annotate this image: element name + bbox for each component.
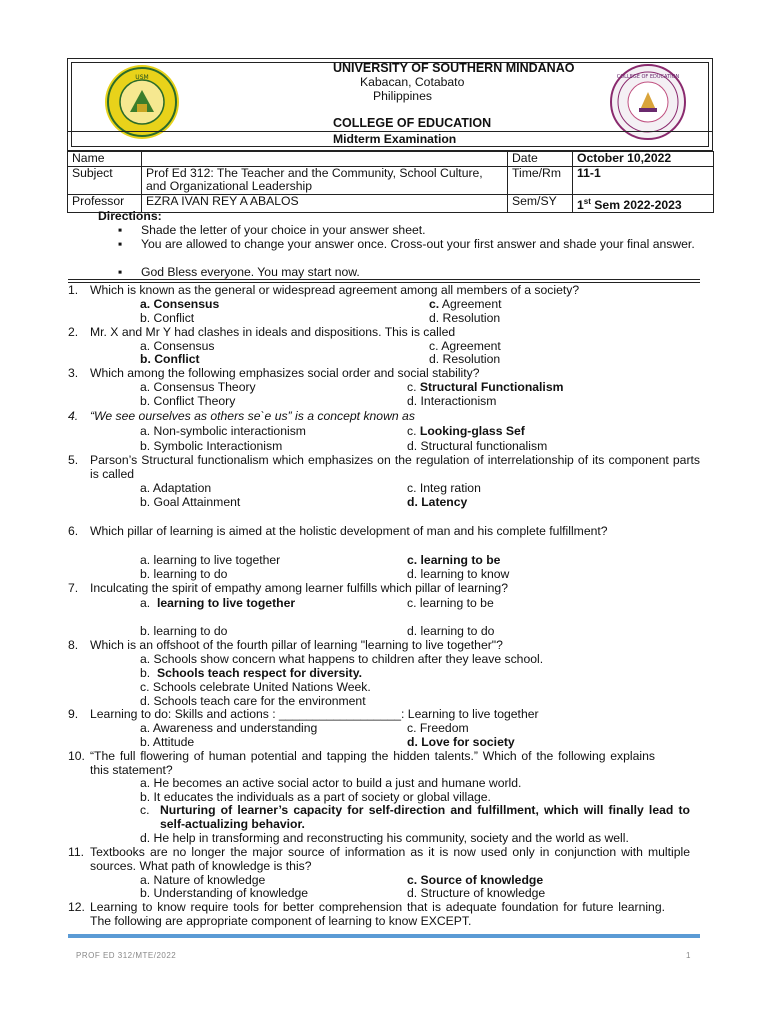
directions-title: Directions:	[98, 209, 162, 223]
choice-a[interactable]: a. Consensus	[140, 339, 215, 353]
svg-text:COLLEGE OF EDUCATION: COLLEGE OF EDUCATION	[616, 74, 680, 80]
choice-a[interactable]: a. Nature of knowledge	[140, 873, 266, 887]
question-number: 12.	[68, 900, 85, 914]
choice-c[interactable]: c. learning to be	[407, 553, 501, 567]
choice-d[interactable]: d. learning to know	[407, 567, 510, 581]
semsy-label: Sem/SY	[508, 195, 573, 213]
choice-d[interactable]: d. Love for society	[407, 735, 515, 749]
question-text: Which is known as the general or widespread agreement among all members of a society?	[90, 283, 580, 297]
semsy-value: 1st Sem 2022-2023	[573, 195, 714, 213]
university-seal-icon	[104, 64, 180, 140]
choice-b[interactable]: b. It educates the individuals as a part of society or global village.	[140, 790, 491, 804]
professor-value: EZRA IVAN REY A ABALOS	[142, 195, 508, 213]
question-text: Which among the following emphasizes social order and social stability?	[90, 366, 480, 380]
choice-a[interactable]: a. learning to live together	[140, 553, 281, 567]
question-text: Parson’s Structural functionalism which emphasizes on the regulation of interrelationship of its component parts is called	[90, 453, 700, 481]
choice-b[interactable]: b. learning to do	[140, 567, 228, 581]
bullet-icon: ▪	[118, 237, 123, 251]
subject-value: Prof Ed 312: The Teacher and the Community, School Culture, and Organizational Leadership	[142, 167, 508, 195]
choice-c[interactable]: c. learning to be	[407, 596, 494, 610]
choice-d[interactable]: d. learning to do	[407, 624, 495, 638]
question-number: 7.	[68, 581, 79, 595]
question-number: 5.	[68, 453, 79, 467]
svg-text:USM: USM	[135, 74, 149, 81]
question-number: 10.	[68, 749, 85, 763]
date-value: October 10,2022	[573, 152, 714, 167]
choice-d[interactable]: d. He help in transforming and reconstructing his community, society and the world as well.	[140, 831, 629, 845]
college-seal-icon	[610, 64, 686, 140]
choice-b[interactable]: b. learning to do	[140, 624, 228, 638]
choice-d[interactable]: d. Latency	[407, 495, 468, 509]
choice-c[interactable]: c. Freedom	[407, 721, 469, 735]
date-label: Date	[508, 152, 573, 167]
university-city: Kabacan, Cotabato	[360, 75, 465, 89]
choice-a[interactable]: a. Awareness and understanding	[140, 721, 318, 735]
choice-c[interactable]: c. Source of knowledge	[407, 873, 544, 887]
question-number: 4.	[68, 409, 79, 423]
choice-a[interactable]: a. Schools show concern what happens to children after they leave school.	[140, 652, 544, 666]
professor-label: Professor	[68, 195, 142, 213]
university-country: Philippines	[373, 89, 432, 103]
choice-d[interactable]: d. Interactionism	[407, 394, 497, 408]
question-number: 3.	[68, 366, 79, 380]
choice-d[interactable]: d. Resolution	[429, 311, 501, 325]
question-number: 6.	[68, 524, 79, 538]
question-text: “We see ourselves as others se`e us” is a concept known as	[90, 409, 415, 423]
question-text: “The full flowering of human potential and tapping the hidden talents.” Which of the following explains this statement?	[90, 749, 655, 777]
question-number: 1.	[68, 283, 79, 297]
choice-c[interactable]: c. Agreement	[429, 339, 501, 353]
question-text: Which pillar of learning is aimed at the holistic development of man and his complete fulfillment?	[90, 524, 608, 538]
choice-b[interactable]: b. Goal Attainment	[140, 495, 241, 509]
timerm-label: Time/Rm	[508, 167, 573, 195]
name-field[interactable]	[142, 152, 508, 167]
choice-d[interactable]: d. Schools teach care for the environment	[140, 694, 366, 708]
direction-item: God Bless everyone. You may start now.	[141, 265, 360, 279]
choice-d[interactable]: d. Structure of knowledge	[407, 886, 546, 900]
college-name: COLLEGE OF EDUCATION	[333, 116, 492, 130]
choice-a[interactable]: a. learning to live together	[140, 596, 296, 610]
choice-a[interactable]: a. Consensus Theory	[140, 380, 256, 394]
bullet-icon: ▪	[118, 265, 123, 279]
question-text: Learning to do: Skills and actions : __________________: Learning to live together	[90, 707, 539, 721]
choice-a[interactable]: a. Adaptation	[140, 481, 212, 495]
subject-label: Subject	[68, 167, 142, 195]
choice-b[interactable]: b. Conflict	[140, 311, 195, 325]
bullet-icon: ▪	[118, 223, 123, 237]
question-text: Inculcating the spirit of empathy among learner fulfills which pillar of learning?	[90, 581, 508, 595]
choice-b[interactable]: b. Conflict Theory	[140, 394, 236, 408]
choice-b[interactable]: b. Attitude	[140, 735, 195, 749]
divider-line	[68, 279, 700, 280]
question-text: Textbooks are no longer the major source of information as it is now used only in conjunction with multiple sources. What path of knowledge is this?	[90, 845, 690, 873]
exam-info-table	[67, 151, 714, 213]
footer-accent-bar	[68, 934, 700, 938]
choice-a[interactable]: a. Non-symbolic interactionism	[140, 424, 306, 438]
choice-c[interactable]: c. Agreement	[429, 297, 502, 311]
direction-item: You are allowed to change your answer once. Cross-out your first answer and shade your final answer.	[141, 237, 695, 251]
choice-b[interactable]: b. Conflict	[140, 352, 200, 366]
choice-b[interactable]: b. Understanding of knowledge	[140, 886, 309, 900]
question-text: Mr. X and Mr Y had clashes in ideals and dispositions. This is called	[90, 325, 456, 339]
question-number: 9.	[68, 707, 79, 721]
question-number: 2.	[68, 325, 79, 339]
choice-d[interactable]: d. Resolution	[429, 352, 501, 366]
timerm-value: 11-1	[573, 167, 714, 195]
choice-c[interactable]: Nurturing of learner’s capacity for self-direction and fulfillment, which will finally lead to self-actualizing behavior.	[160, 803, 690, 831]
choice-b[interactable]: b. Schools teach respect for diversity.	[140, 666, 362, 680]
choice-b[interactable]: b. Symbolic Interactionism	[140, 439, 283, 453]
question-text: Which is an offshoot of the fourth pillar of learning "learning to live together"?	[90, 638, 503, 652]
choice-c[interactable]: c. Integ ration	[407, 481, 481, 495]
university-name: UNIVERSITY OF SOUTHERN MINDANAO	[333, 61, 575, 75]
question-number: 8.	[68, 638, 79, 652]
name-label: Name	[68, 152, 142, 167]
choice-c[interactable]: c. Structural Functionalism	[407, 380, 564, 394]
page-number: 1	[686, 951, 691, 960]
choice-c-letter: c.	[140, 803, 150, 817]
exam-title: Midterm Examination	[333, 132, 457, 146]
direction-item: Shade the letter of your choice in your answer sheet.	[141, 223, 426, 237]
choice-c[interactable]: c. Schools celebrate United Nations Week.	[140, 680, 371, 694]
question-text: Learning to know require tools for better comprehension that is adequate foundation for future learning. The following are appropriate component of learning to know EXCEPT.	[90, 900, 665, 928]
choice-a[interactable]: a. He becomes an active social actor to build a just and humane world.	[140, 776, 522, 790]
choice-c[interactable]: c. Looking-glass Sef	[407, 424, 525, 438]
question-number: 11.	[68, 845, 85, 859]
footer-code: PROF ED 312/MTE/2022	[76, 951, 177, 960]
choice-d[interactable]: d. Structural functionalism	[407, 439, 548, 453]
choice-a[interactable]: a. Consensus	[140, 297, 220, 311]
